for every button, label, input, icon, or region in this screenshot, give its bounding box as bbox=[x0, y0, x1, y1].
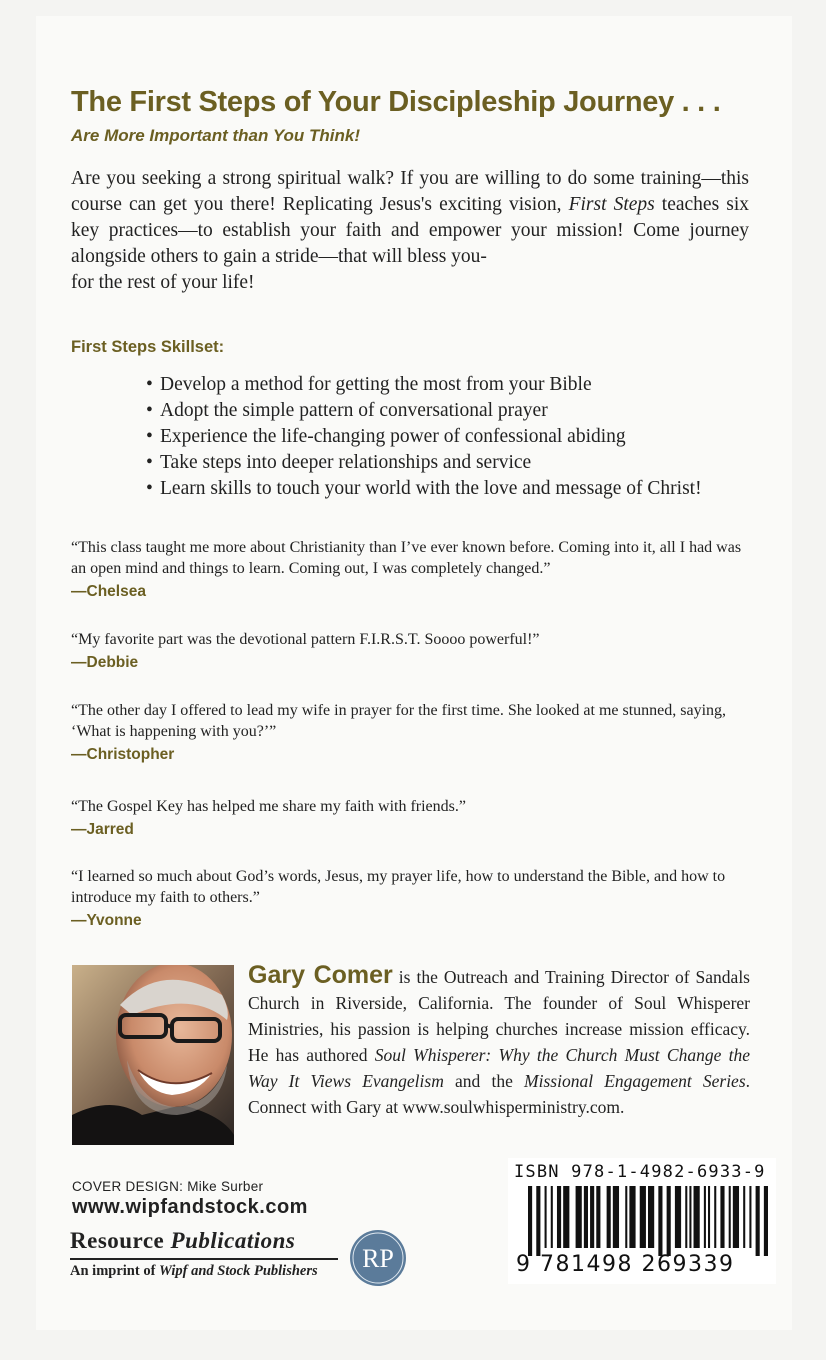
bullet-icon: • bbox=[146, 374, 153, 395]
rp-logo-icon bbox=[349, 1229, 407, 1287]
barcode-bar bbox=[551, 1186, 553, 1248]
barcode-bar bbox=[708, 1186, 710, 1248]
testimonial-author: —Jarred bbox=[71, 821, 134, 838]
bio-text: and the bbox=[443, 1071, 525, 1091]
barcode-bar bbox=[625, 1186, 627, 1248]
barcode-bar bbox=[743, 1186, 745, 1248]
barcode-bar bbox=[714, 1186, 716, 1248]
testimonial-author: —Debbie bbox=[71, 654, 139, 671]
testimonial-author: —Chelsea bbox=[71, 583, 146, 600]
publisher-website: www.wipfandstock.com bbox=[72, 1196, 308, 1218]
barcode-bar bbox=[607, 1186, 611, 1248]
testimonial-text: “The Gospel Key has helped me share my faith with friends.” bbox=[71, 798, 466, 815]
testimonial bbox=[71, 537, 751, 602]
barcode-bars bbox=[528, 1186, 768, 1256]
testimonial-text: “This class taught me more about Christianity than I’ve ever known before. Coming into it, all I had was an open mind and things to learn. Coming out, I was completely changed.” bbox=[71, 539, 742, 577]
barcode-bar bbox=[658, 1186, 662, 1256]
book-title: Soul Whisperer: Why the Church Must Change the Way It Views Evangelism bbox=[248, 1045, 750, 1091]
isbn-label: ISBN 978-1-4982-6933-9 bbox=[514, 1162, 766, 1182]
skill-item bbox=[146, 372, 702, 398]
intro-book-title: First Steps bbox=[568, 194, 655, 215]
intro-text-part1: Are you seeking a strong spiritual walk? If you are willing to do some training—this course can get you there! Replicating Jesus's exciting vision, bbox=[71, 168, 749, 215]
book-title: Missional Engagement Series bbox=[524, 1071, 746, 1091]
barcode-bar bbox=[563, 1186, 569, 1248]
publisher-word: Resource bbox=[70, 1228, 165, 1253]
barcode-bar bbox=[685, 1186, 687, 1248]
barcode-bar bbox=[629, 1186, 635, 1248]
barcode-bar bbox=[729, 1186, 731, 1248]
imprint-line bbox=[70, 1263, 318, 1280]
publisher-divider bbox=[70, 1258, 338, 1260]
barcode-bar bbox=[764, 1186, 768, 1256]
testimonial-author: —Christopher bbox=[71, 746, 175, 763]
intro-paragraph bbox=[71, 166, 749, 296]
bullet-icon: • bbox=[146, 426, 153, 447]
barcode-bar bbox=[648, 1186, 654, 1248]
barcode-bar bbox=[694, 1186, 700, 1248]
barcode-bar bbox=[576, 1186, 582, 1248]
barcode-bar bbox=[596, 1186, 600, 1248]
author-bio bbox=[248, 962, 750, 1120]
testimonial-text: “I learned so much about God’s words, Jesus, my prayer life, how to understand the Bible, and how to introduce my faith to others.” bbox=[71, 868, 726, 906]
barcode-bar bbox=[749, 1186, 751, 1248]
testimonial bbox=[71, 700, 751, 765]
barcode-bar bbox=[640, 1186, 646, 1248]
testimonial bbox=[71, 796, 751, 840]
barcode-bar bbox=[590, 1186, 594, 1248]
barcode-bar bbox=[720, 1186, 724, 1248]
barcode-bar bbox=[557, 1186, 561, 1248]
bullet-icon: • bbox=[146, 478, 153, 499]
barcode-bar bbox=[545, 1186, 547, 1248]
author-name: Gary Comer bbox=[248, 961, 393, 989]
cover-design-credit: COVER DESIGN: Mike Surber bbox=[72, 1179, 264, 1194]
barcode-bar bbox=[667, 1186, 671, 1256]
testimonial-text: “The other day I offered to lead my wife in prayer for the first time. She looked at me stunned, saying, ‘What is happening with you?’” bbox=[71, 702, 727, 740]
barcode-bar bbox=[536, 1186, 540, 1256]
skill-text: Adopt the simple pattern of conversational prayer bbox=[160, 400, 548, 421]
skill-text: Develop a method for getting the most from your Bible bbox=[160, 374, 592, 395]
skill-text: Learn skills to touch your world with the love and message of Christ! bbox=[160, 478, 702, 499]
testimonial bbox=[71, 629, 751, 673]
isbn-digits: 9 781498 269339 bbox=[516, 1252, 735, 1277]
barcode-bar bbox=[689, 1186, 691, 1248]
rp-logo-letters: RP bbox=[362, 1244, 394, 1273]
barcode-bar bbox=[528, 1186, 532, 1256]
skillset-list bbox=[146, 372, 702, 502]
skillset-heading: First Steps Skillset: bbox=[71, 338, 225, 356]
bio-text: . Connect with Gary at www.soulwhisperministry.com. bbox=[248, 1071, 751, 1117]
barcode-bar bbox=[756, 1186, 760, 1256]
barcode-bar bbox=[704, 1186, 706, 1248]
barcode-bar bbox=[733, 1186, 739, 1248]
bio-text: is the Outreach and Training Director of Sandals Church in Riverside, California. The founder of Soul Whisperer Ministries, his passion is helping churches increase mission efficacy. He has authored bbox=[248, 967, 750, 1065]
bullet-icon: • bbox=[146, 400, 153, 421]
skill-text: Take steps into deeper relationships and service bbox=[160, 452, 532, 473]
barcode-bar bbox=[613, 1186, 619, 1248]
skill-item bbox=[146, 398, 702, 424]
bullet-icon: • bbox=[146, 452, 153, 473]
intro-text-part2: teaches six key practices—to establish your faith and empower your mission! Come journey alongside others to gain a stride—that will bless you- bbox=[71, 194, 749, 267]
barcode-bar bbox=[675, 1186, 681, 1248]
skill-item bbox=[146, 476, 702, 502]
cover-subtitle: Are More Important than You Think! bbox=[71, 126, 361, 145]
barcode-bar bbox=[584, 1186, 588, 1248]
publisher-name bbox=[70, 1228, 295, 1254]
cover-title: The First Steps of Your Discipleship Journey . . . bbox=[71, 86, 721, 118]
imprint-prefix: An imprint of bbox=[70, 1263, 160, 1279]
author-photo bbox=[72, 965, 234, 1145]
testimonial bbox=[71, 866, 751, 931]
publisher-word: Publications bbox=[170, 1228, 296, 1253]
skill-item bbox=[146, 424, 702, 450]
testimonial-text: “My favorite part was the devotional pattern F.I.R.S.T. Soooo powerful!” bbox=[71, 631, 540, 648]
imprint-name: Wipf and Stock Publishers bbox=[159, 1263, 318, 1279]
author-portrait-image bbox=[72, 965, 234, 1145]
skill-item bbox=[146, 450, 702, 476]
intro-last-line: for the rest of your life! bbox=[71, 272, 255, 293]
testimonial-author: —Yvonne bbox=[71, 912, 142, 929]
skill-text: Experience the life-changing power of confessional abiding bbox=[160, 426, 626, 447]
